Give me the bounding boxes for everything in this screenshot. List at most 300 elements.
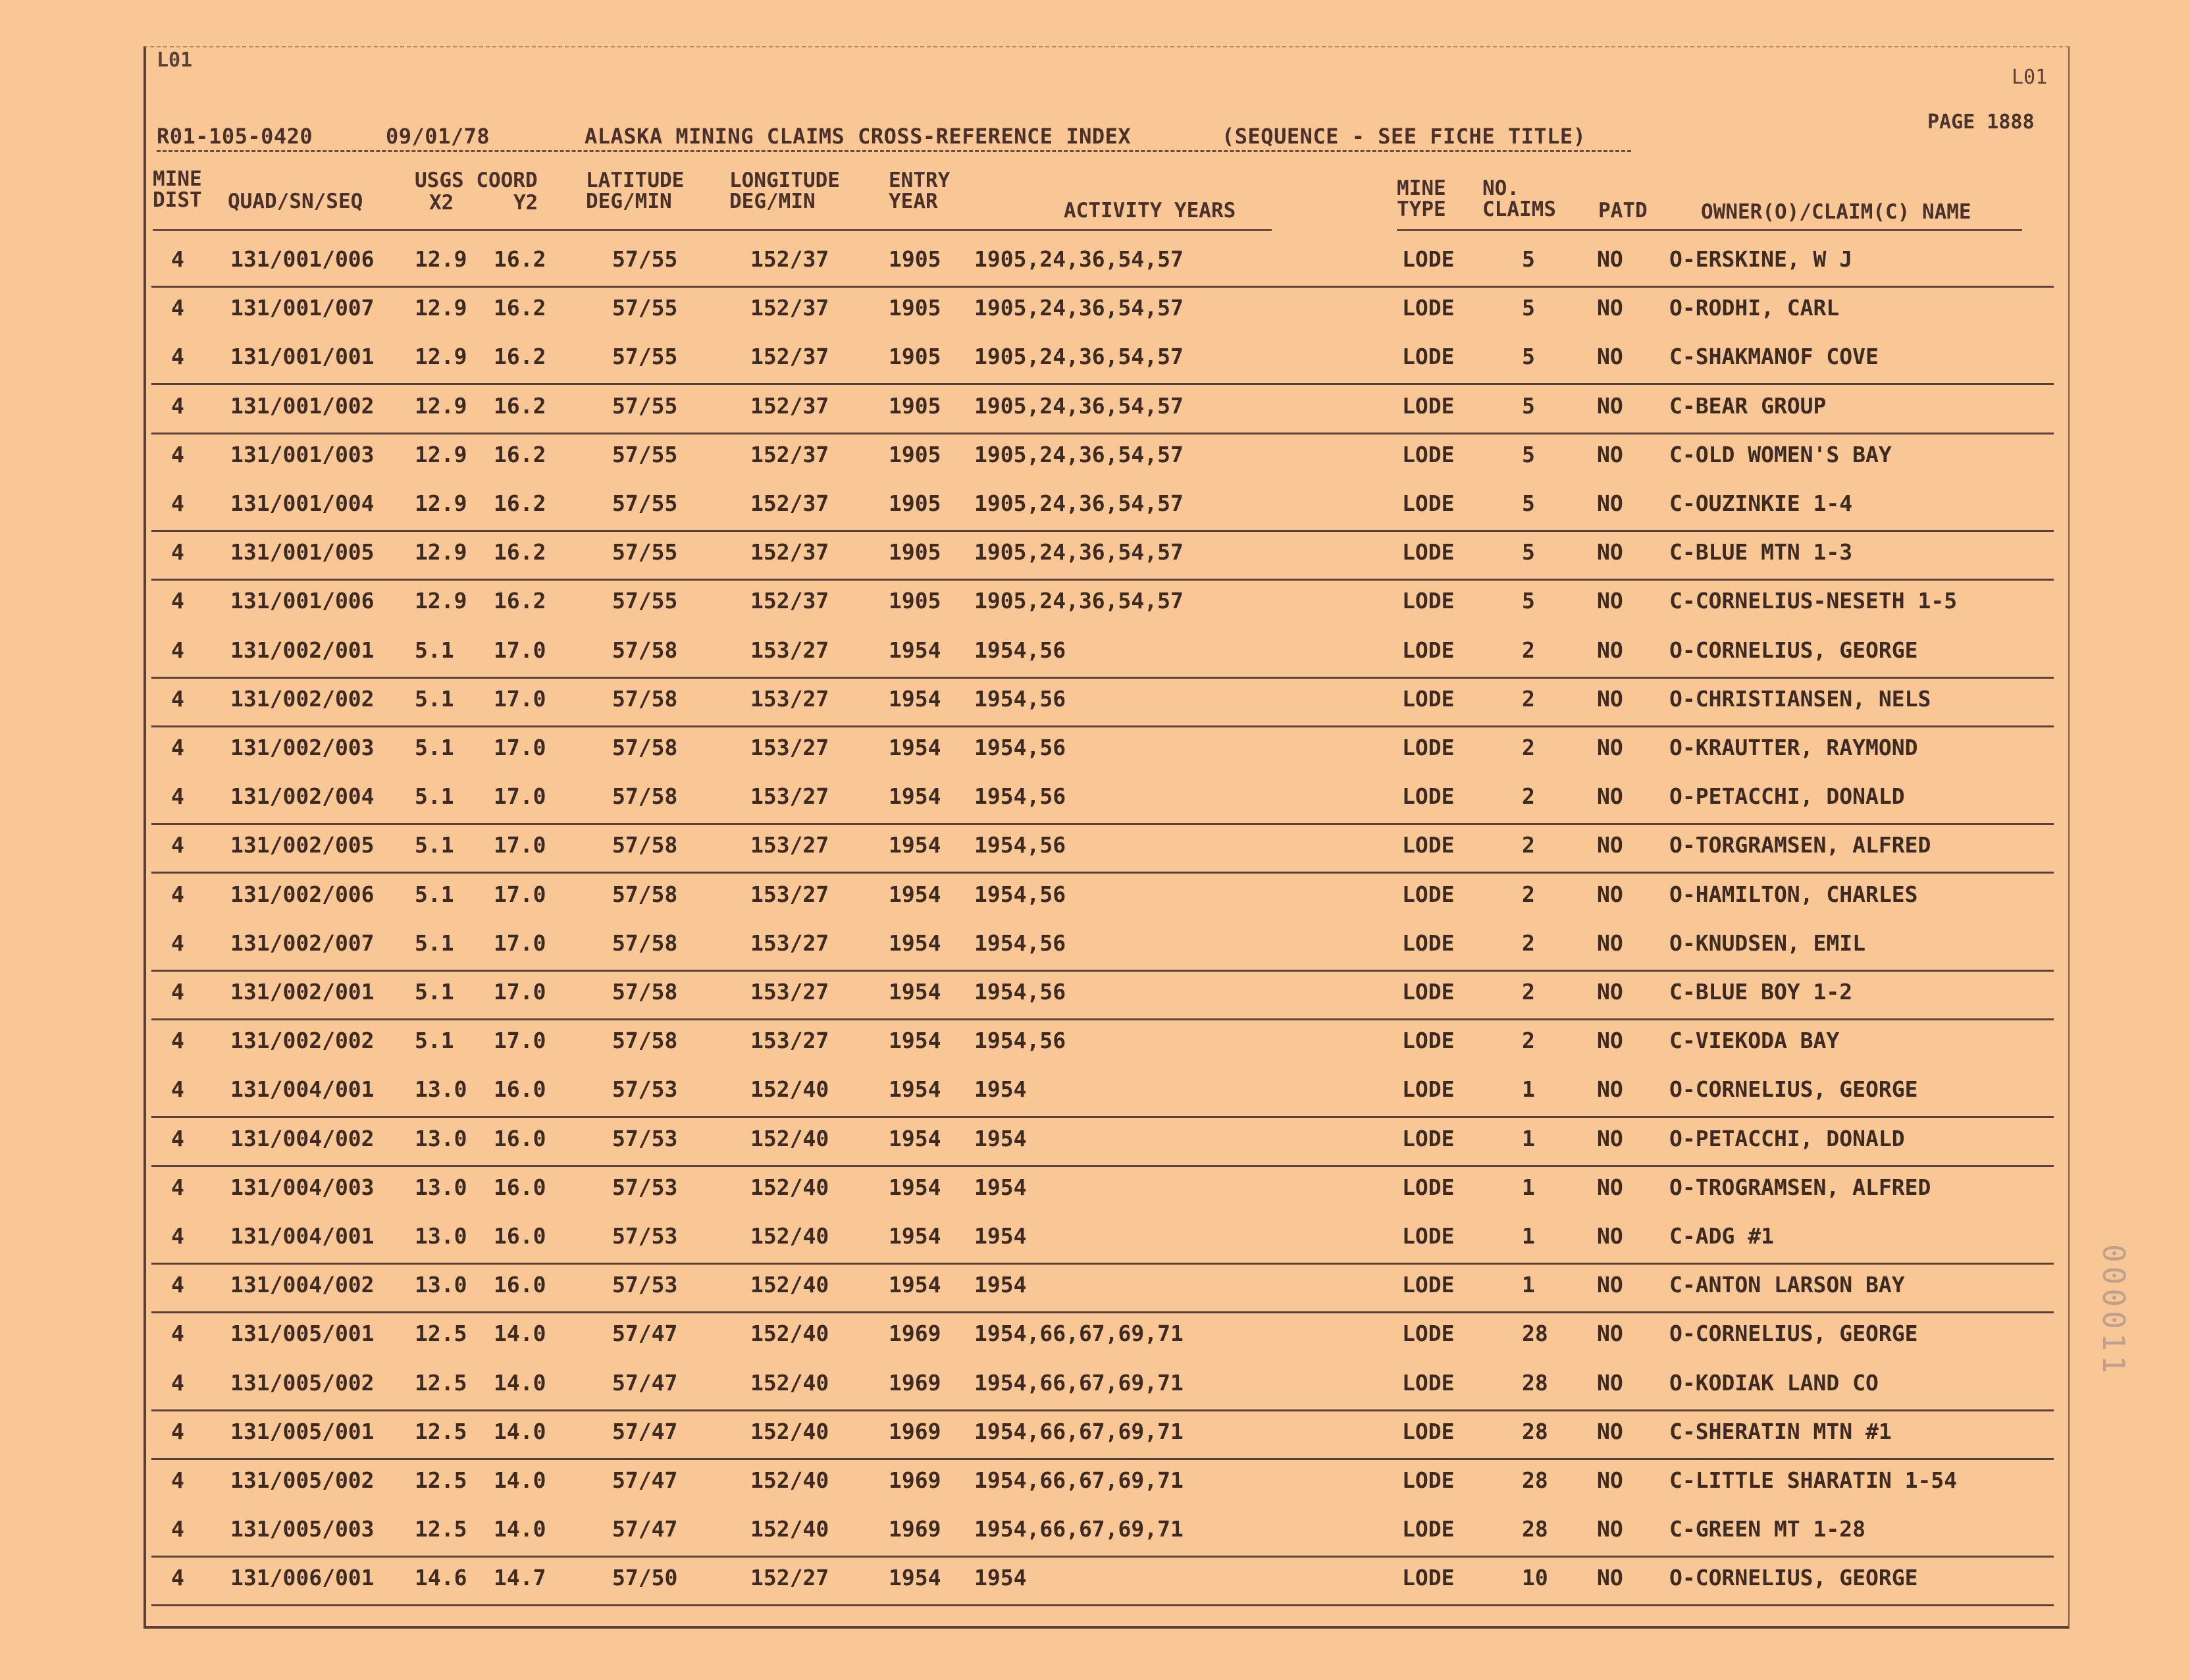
- cell-owner-claim-name: O-CORNELIUS, GEORGE: [1669, 1565, 1918, 1591]
- header-mine-type: MINE TYPE: [1397, 176, 1446, 221]
- cell-no-claims: 5: [1522, 295, 1535, 321]
- cell-mine-dist: 4: [171, 783, 184, 810]
- cell-quad-sn-seq: 131/001/004: [230, 490, 375, 516]
- cell-usgs-x2: 12.9: [415, 344, 467, 370]
- cell-longitude: 153/27: [750, 832, 829, 858]
- cell-patented: NO: [1597, 441, 1623, 467]
- cell-entry-year: 1954: [889, 637, 941, 663]
- cell-patented: NO: [1597, 1272, 1623, 1298]
- cell-mine-dist: 4: [171, 490, 184, 516]
- cell-longitude: 153/27: [750, 783, 829, 810]
- table-row: [151, 677, 2054, 727]
- cell-mine-dist: 4: [171, 295, 184, 321]
- cell-latitude: 57/58: [612, 637, 678, 663]
- table-row: [151, 1067, 2054, 1118]
- cell-entry-year: 1969: [889, 1418, 941, 1444]
- cell-usgs-y2: 17.0: [494, 783, 546, 810]
- cell-mine-dist: 4: [171, 1418, 184, 1444]
- cell-patented: NO: [1597, 1174, 1623, 1200]
- cell-quad-sn-seq: 131/001/003: [230, 441, 375, 467]
- cell-activity-years: 1954: [974, 1565, 1027, 1591]
- table-row: [151, 872, 2054, 921]
- cell-entry-year: 1905: [889, 441, 941, 467]
- report-header-line: [157, 124, 1631, 152]
- cell-longitude: 152/40: [750, 1223, 829, 1249]
- cell-mine-dist: 4: [171, 588, 184, 614]
- table-row: [151, 1409, 2054, 1460]
- table-row: [151, 579, 2054, 627]
- cell-usgs-x2: 5.1: [415, 832, 454, 858]
- cell-usgs-y2: 16.0: [494, 1076, 546, 1103]
- cell-mine-dist: 4: [171, 1125, 184, 1151]
- corner-label-left: L01: [157, 49, 193, 72]
- cell-mine-dist: 4: [171, 344, 184, 370]
- cell-mine-type: LODE: [1402, 1174, 1455, 1200]
- header-entry-year: ENTRY YEAR: [889, 169, 951, 213]
- cell-activity-years: 1905,24,36,54,57: [974, 539, 1184, 565]
- cell-no-claims: 28: [1522, 1369, 1548, 1396]
- cell-mine-type: LODE: [1402, 783, 1455, 810]
- cell-quad-sn-seq: 131/005/001: [230, 1321, 375, 1347]
- side-stamp: 000011: [2096, 1244, 2131, 1378]
- cell-activity-years: 1954,56: [974, 685, 1066, 712]
- cell-latitude: 57/58: [612, 881, 678, 907]
- cell-latitude: 57/55: [612, 295, 678, 321]
- page-number: PAGE 1888: [1927, 111, 2035, 134]
- table-row: [151, 628, 2054, 679]
- report-title: ALASKA MINING CLAIMS CROSS-REFERENCE INDEX: [585, 124, 1132, 149]
- cell-usgs-y2: 17.0: [494, 735, 546, 760]
- cell-longitude: 153/27: [750, 685, 829, 712]
- cell-usgs-y2: 16.2: [494, 490, 546, 516]
- cell-mine-dist: 4: [171, 392, 184, 419]
- cell-mine-type: LODE: [1402, 979, 1455, 1005]
- cell-no-claims: 28: [1522, 1418, 1548, 1444]
- table-row: [151, 1361, 2054, 1411]
- cell-activity-years: 1905,24,36,54,57: [974, 441, 1184, 467]
- cell-entry-year: 1954: [889, 1125, 941, 1151]
- cell-quad-sn-seq: 131/002/002: [230, 685, 375, 712]
- cell-usgs-x2: 12.9: [415, 392, 467, 419]
- table-row: [151, 1165, 2054, 1214]
- cell-latitude: 57/47: [612, 1418, 678, 1444]
- cell-quad-sn-seq: 131/002/002: [230, 1028, 375, 1054]
- cell-usgs-x2: 5.1: [415, 881, 454, 907]
- cell-quad-sn-seq: 131/001/002: [230, 392, 375, 419]
- cell-longitude: 152/40: [750, 1076, 829, 1103]
- cell-owner-claim-name: C-BLUE MTN 1-3: [1669, 539, 1853, 565]
- cell-longitude: 153/27: [750, 979, 829, 1005]
- cell-mine-dist: 4: [171, 637, 184, 663]
- cell-owner-claim-name: O-TROGRAMSEN, ALFRED: [1669, 1174, 1931, 1200]
- cell-no-claims: 28: [1522, 1516, 1548, 1542]
- cell-usgs-y2: 14.0: [494, 1516, 546, 1542]
- cell-no-claims: 1: [1522, 1272, 1535, 1298]
- cell-mine-dist: 4: [171, 539, 184, 565]
- cell-latitude: 57/53: [612, 1174, 678, 1200]
- cell-patented: NO: [1597, 832, 1623, 858]
- cell-latitude: 57/53: [612, 1125, 678, 1151]
- cell-quad-sn-seq: 131/004/002: [230, 1125, 375, 1151]
- cell-latitude: 57/50: [612, 1565, 678, 1591]
- cell-quad-sn-seq: 131/002/003: [230, 735, 375, 760]
- cell-patented: NO: [1597, 295, 1623, 321]
- cell-patented: NO: [1597, 637, 1623, 663]
- cell-patented: NO: [1597, 588, 1623, 614]
- header-rule-right: [1397, 229, 2022, 231]
- cell-activity-years: 1954,66,67,69,71: [974, 1516, 1184, 1542]
- cell-mine-dist: 4: [171, 1321, 184, 1347]
- cell-longitude: 152/40: [750, 1321, 829, 1347]
- cell-patented: NO: [1597, 1467, 1623, 1493]
- cell-owner-claim-name: C-ADG #1: [1669, 1223, 1774, 1249]
- cell-activity-years: 1905,24,36,54,57: [974, 588, 1184, 614]
- cell-mine-type: LODE: [1402, 930, 1455, 956]
- cell-longitude: 152/40: [750, 1174, 829, 1200]
- cell-no-claims: 10: [1522, 1565, 1548, 1591]
- cell-activity-years: 1954,56: [974, 881, 1066, 907]
- cell-owner-claim-name: O-TORGRAMSEN, ALFRED: [1669, 832, 1931, 858]
- cell-entry-year: 1954: [889, 685, 941, 712]
- cell-usgs-x2: 13.0: [415, 1125, 467, 1151]
- cell-entry-year: 1905: [889, 344, 941, 370]
- cell-entry-year: 1969: [889, 1321, 941, 1347]
- header-y2: Y2: [513, 191, 538, 215]
- cell-mine-type: LODE: [1402, 392, 1455, 419]
- cell-activity-years: 1905,24,36,54,57: [974, 392, 1184, 419]
- cell-usgs-y2: 14.0: [494, 1369, 546, 1396]
- table-row: [151, 384, 2054, 434]
- header-activity-years: ACTIVITY YEARS: [1064, 199, 1236, 223]
- cell-activity-years: 1905,24,36,54,57: [974, 295, 1184, 321]
- cell-entry-year: 1954: [889, 832, 941, 858]
- header-owner-claim: OWNER(O)/CLAIM(C) NAME: [1701, 200, 1971, 224]
- cell-longitude: 152/37: [750, 539, 829, 565]
- cell-usgs-x2: 5.1: [415, 783, 454, 810]
- cell-quad-sn-seq: 131/002/005: [230, 832, 375, 858]
- cell-no-claims: 2: [1522, 881, 1535, 907]
- cell-entry-year: 1905: [889, 588, 941, 614]
- table-row: [151, 1507, 2054, 1558]
- cell-quad-sn-seq: 131/005/002: [230, 1369, 375, 1396]
- cell-entry-year: 1969: [889, 1467, 941, 1493]
- cell-mine-type: LODE: [1402, 1223, 1455, 1249]
- cell-usgs-x2: 5.1: [415, 637, 454, 663]
- cell-usgs-x2: 12.9: [415, 441, 467, 467]
- cell-usgs-y2: 16.2: [494, 295, 546, 321]
- cell-quad-sn-seq: 131/001/006: [230, 588, 375, 614]
- cell-activity-years: 1905,24,36,54,57: [974, 490, 1184, 516]
- cell-mine-dist: 4: [171, 1565, 184, 1591]
- cell-patented: NO: [1597, 1565, 1623, 1591]
- cell-no-claims: 5: [1522, 246, 1535, 272]
- cell-owner-claim-name: C-GREEN MT 1-28: [1669, 1516, 1866, 1542]
- cell-usgs-x2: 12.5: [415, 1369, 467, 1396]
- cell-usgs-x2: 13.0: [415, 1223, 467, 1249]
- cell-mine-type: LODE: [1402, 685, 1455, 712]
- cell-latitude: 57/58: [612, 1028, 678, 1054]
- cell-patented: NO: [1597, 539, 1623, 565]
- cell-usgs-y2: 16.0: [494, 1272, 546, 1298]
- table-row: [151, 334, 2054, 385]
- cell-usgs-x2: 12.5: [415, 1321, 467, 1347]
- cell-owner-claim-name: C-SHAKMANOF COVE: [1669, 344, 1879, 370]
- cell-activity-years: 1954,56: [974, 637, 1066, 663]
- cell-entry-year: 1954: [889, 1223, 941, 1249]
- table-row: [151, 921, 2054, 972]
- cell-owner-claim-name: C-VIEKODA BAY: [1669, 1028, 1840, 1054]
- cell-latitude: 57/47: [612, 1321, 678, 1347]
- cell-mine-dist: 4: [171, 1028, 184, 1054]
- cell-latitude: 57/47: [612, 1369, 678, 1396]
- cell-longitude: 153/27: [750, 930, 829, 956]
- cell-usgs-y2: 16.2: [494, 392, 546, 419]
- cell-no-claims: 5: [1522, 588, 1535, 614]
- cell-mine-dist: 4: [171, 735, 184, 760]
- cell-activity-years: 1954,66,67,69,71: [974, 1467, 1184, 1493]
- cell-no-claims: 2: [1522, 783, 1535, 810]
- cell-usgs-y2: 14.0: [494, 1418, 546, 1444]
- cell-mine-dist: 4: [171, 1516, 184, 1542]
- cell-patented: NO: [1597, 1369, 1623, 1396]
- cell-owner-claim-name: C-LITTLE SHARATIN 1-54: [1669, 1467, 1958, 1493]
- cell-activity-years: 1954,66,67,69,71: [974, 1418, 1184, 1444]
- cell-mine-dist: 4: [171, 979, 184, 1005]
- cell-latitude: 57/55: [612, 246, 678, 272]
- cell-longitude: 152/40: [750, 1467, 829, 1493]
- cell-activity-years: 1954: [974, 1174, 1027, 1200]
- cell-activity-years: 1954,66,67,69,71: [974, 1321, 1184, 1347]
- cell-no-claims: 28: [1522, 1467, 1548, 1493]
- cell-entry-year: 1905: [889, 539, 941, 565]
- cell-usgs-x2: 5.1: [415, 979, 454, 1005]
- cell-usgs-y2: 14.7: [494, 1565, 546, 1591]
- cell-mine-type: LODE: [1402, 1125, 1455, 1151]
- cell-longitude: 152/37: [750, 441, 829, 467]
- cell-owner-claim-name: O-CORNELIUS, GEORGE: [1669, 1076, 1918, 1103]
- cell-usgs-y2: 17.0: [494, 979, 546, 1005]
- cell-activity-years: 1954: [974, 1223, 1027, 1249]
- cell-mine-type: LODE: [1402, 1321, 1455, 1347]
- cell-quad-sn-seq: 131/005/001: [230, 1418, 375, 1444]
- cell-no-claims: 2: [1522, 637, 1535, 663]
- cell-quad-sn-seq: 131/002/001: [230, 637, 375, 663]
- cell-usgs-x2: 5.1: [415, 930, 454, 956]
- cell-latitude: 57/55: [612, 539, 678, 565]
- corner-label-right: L01: [2012, 66, 2048, 89]
- cell-owner-claim-name: O-HAMILTON, CHARLES: [1669, 881, 1918, 907]
- cell-mine-type: LODE: [1402, 344, 1455, 370]
- cell-usgs-x2: 12.5: [415, 1516, 467, 1542]
- cell-entry-year: 1905: [889, 490, 941, 516]
- cell-usgs-y2: 16.2: [494, 539, 546, 565]
- cell-longitude: 152/40: [750, 1369, 829, 1396]
- cell-entry-year: 1954: [889, 1174, 941, 1200]
- cell-patented: NO: [1597, 1516, 1623, 1542]
- cell-entry-year: 1969: [889, 1516, 941, 1542]
- cell-quad-sn-seq: 131/005/002: [230, 1467, 375, 1493]
- table-row: [151, 970, 2054, 1020]
- cell-mine-type: LODE: [1402, 1076, 1455, 1103]
- cell-owner-claim-name: O-PETACCHI, DONALD: [1669, 1125, 1905, 1151]
- cell-patented: NO: [1597, 979, 1623, 1005]
- table-row: [151, 1263, 2054, 1313]
- cell-entry-year: 1954: [889, 930, 941, 956]
- cell-entry-year: 1905: [889, 392, 941, 419]
- cell-latitude: 57/55: [612, 588, 678, 614]
- cell-latitude: 57/58: [612, 832, 678, 858]
- cell-usgs-y2: 17.0: [494, 1028, 546, 1054]
- cell-usgs-y2: 17.0: [494, 637, 546, 663]
- cell-no-claims: 2: [1522, 979, 1535, 1005]
- cell-activity-years: 1954,56: [974, 735, 1066, 760]
- cell-patented: NO: [1597, 1125, 1623, 1151]
- cell-usgs-y2: 17.0: [494, 685, 546, 712]
- cell-usgs-y2: 16.2: [494, 441, 546, 467]
- cell-mine-type: LODE: [1402, 1467, 1455, 1493]
- cell-mine-dist: 4: [171, 685, 184, 712]
- cell-latitude: 57/53: [612, 1223, 678, 1249]
- cell-mine-type: LODE: [1402, 1565, 1455, 1591]
- cell-mine-type: LODE: [1402, 295, 1455, 321]
- cell-longitude: 152/27: [750, 1565, 829, 1591]
- table-row: [151, 725, 2054, 774]
- cell-longitude: 152/40: [750, 1272, 829, 1298]
- cell-usgs-x2: 14.6: [415, 1565, 467, 1591]
- header-patd: PATD: [1598, 199, 1648, 223]
- cell-mine-dist: 4: [171, 930, 184, 956]
- cell-longitude: 152/37: [750, 344, 829, 370]
- cell-no-claims: 5: [1522, 344, 1535, 370]
- cell-no-claims: 1: [1522, 1174, 1535, 1200]
- cell-mine-type: LODE: [1402, 735, 1455, 760]
- cell-quad-sn-seq: 131/001/005: [230, 539, 375, 565]
- cell-usgs-x2: 13.0: [415, 1272, 467, 1298]
- cell-activity-years: 1905,24,36,54,57: [974, 246, 1184, 272]
- cell-mine-type: LODE: [1402, 1028, 1455, 1054]
- cell-activity-years: 1954,56: [974, 832, 1066, 858]
- cell-usgs-x2: 5.1: [415, 735, 454, 760]
- table-row: [151, 1018, 2054, 1067]
- cell-patented: NO: [1597, 490, 1623, 516]
- cell-usgs-x2: 12.9: [415, 246, 467, 272]
- cell-mine-type: LODE: [1402, 539, 1455, 565]
- cell-usgs-x2: 5.1: [415, 685, 454, 712]
- header-latitude: LATITUDE DEG/MIN: [586, 169, 685, 213]
- report-id: R01-105-0420: [157, 124, 313, 149]
- table-row: [151, 1116, 2054, 1167]
- table-row: [151, 481, 2054, 532]
- header-mine-dist: MINE DIST: [153, 167, 202, 212]
- cell-owner-claim-name: C-BLUE BOY 1-2: [1669, 979, 1853, 1005]
- cell-owner-claim-name: C-BEAR GROUP: [1669, 392, 1827, 419]
- cell-owner-claim-name: C-OLD WOMEN'S BAY: [1669, 441, 1892, 467]
- cell-entry-year: 1905: [889, 246, 941, 272]
- cell-quad-sn-seq: 131/005/003: [230, 1516, 375, 1542]
- cell-usgs-x2: 12.9: [415, 490, 467, 516]
- table-row: [151, 286, 2054, 334]
- cell-usgs-x2: 13.0: [415, 1174, 467, 1200]
- header-rule-left: [153, 229, 1272, 231]
- cell-mine-dist: 4: [171, 441, 184, 467]
- cell-owner-claim-name: C-ANTON LARSON BAY: [1669, 1272, 1905, 1298]
- cell-quad-sn-seq: 131/002/007: [230, 930, 375, 956]
- cell-mine-dist: 4: [171, 1174, 184, 1200]
- cell-quad-sn-seq: 131/002/001: [230, 979, 375, 1005]
- cell-activity-years: 1954,56: [974, 783, 1066, 810]
- cell-owner-claim-name: O-PETACCHI, DONALD: [1669, 783, 1905, 810]
- cell-latitude: 57/58: [612, 979, 678, 1005]
- cell-owner-claim-name: O-ERSKINE, W J: [1669, 246, 1853, 272]
- cell-mine-dist: 4: [171, 881, 184, 907]
- cell-longitude: 152/40: [750, 1418, 829, 1444]
- cell-mine-dist: 4: [171, 1223, 184, 1249]
- cell-usgs-x2: 12.5: [415, 1418, 467, 1444]
- table-row: [151, 1311, 2054, 1360]
- cell-usgs-x2: 12.9: [415, 588, 467, 614]
- table-row: [151, 774, 2054, 825]
- cell-usgs-y2: 16.0: [494, 1125, 546, 1151]
- cell-quad-sn-seq: 131/006/001: [230, 1565, 375, 1591]
- cell-patented: NO: [1597, 246, 1623, 272]
- cell-latitude: 57/47: [612, 1467, 678, 1493]
- cell-latitude: 57/55: [612, 344, 678, 370]
- cell-no-claims: 5: [1522, 539, 1535, 565]
- cell-no-claims: 1: [1522, 1076, 1535, 1103]
- report-date: 09/01/78: [386, 124, 490, 149]
- cell-no-claims: 5: [1522, 490, 1535, 516]
- cell-usgs-y2: 17.0: [494, 930, 546, 956]
- cell-no-claims: 2: [1522, 832, 1535, 858]
- cell-entry-year: 1954: [889, 1076, 941, 1103]
- cell-latitude: 57/53: [612, 1076, 678, 1103]
- cell-mine-type: LODE: [1402, 1272, 1455, 1298]
- cell-quad-sn-seq: 131/001/007: [230, 295, 375, 321]
- cell-owner-claim-name: O-RODHI, CARL: [1669, 295, 1840, 321]
- table-row: [151, 530, 2054, 581]
- cell-no-claims: 1: [1522, 1223, 1535, 1249]
- cell-owner-claim-name: O-KNUDSEN, EMIL: [1669, 930, 1866, 956]
- cell-mine-dist: 4: [171, 1272, 184, 1298]
- cell-quad-sn-seq: 131/004/002: [230, 1272, 375, 1298]
- cell-entry-year: 1905: [889, 295, 941, 321]
- cell-mine-type: LODE: [1402, 246, 1455, 272]
- cell-activity-years: 1954: [974, 1076, 1027, 1103]
- cell-owner-claim-name: O-CORNELIUS, GEORGE: [1669, 1321, 1918, 1347]
- header-usgs-coord: USGS COORD: [415, 169, 538, 192]
- cell-quad-sn-seq: 131/001/001: [230, 344, 375, 370]
- cell-entry-year: 1969: [889, 1369, 941, 1396]
- cell-usgs-x2: 13.0: [415, 1076, 467, 1103]
- cell-owner-claim-name: O-CORNELIUS, GEORGE: [1669, 637, 1918, 663]
- cell-mine-dist: 4: [171, 1369, 184, 1396]
- cell-activity-years: 1954,56: [974, 1028, 1066, 1054]
- cell-patented: NO: [1597, 930, 1623, 956]
- cell-usgs-y2: 16.0: [494, 1223, 546, 1249]
- cell-activity-years: 1954,56: [974, 979, 1066, 1005]
- header-no-claims: NO. CLAIMS: [1482, 176, 1556, 221]
- cell-no-claims: 2: [1522, 1028, 1535, 1054]
- cell-owner-claim-name: O-CHRISTIANSEN, NELS: [1669, 685, 1931, 712]
- cell-patented: NO: [1597, 1321, 1623, 1347]
- cell-longitude: 152/37: [750, 490, 829, 516]
- report-sequence: (SEQUENCE - SEE FICHE TITLE): [1222, 124, 1586, 149]
- cell-quad-sn-seq: 131/002/006: [230, 881, 375, 907]
- cell-no-claims: 28: [1522, 1321, 1548, 1347]
- cell-latitude: 57/55: [612, 441, 678, 467]
- cell-mine-type: LODE: [1402, 441, 1455, 467]
- cell-patented: NO: [1597, 685, 1623, 712]
